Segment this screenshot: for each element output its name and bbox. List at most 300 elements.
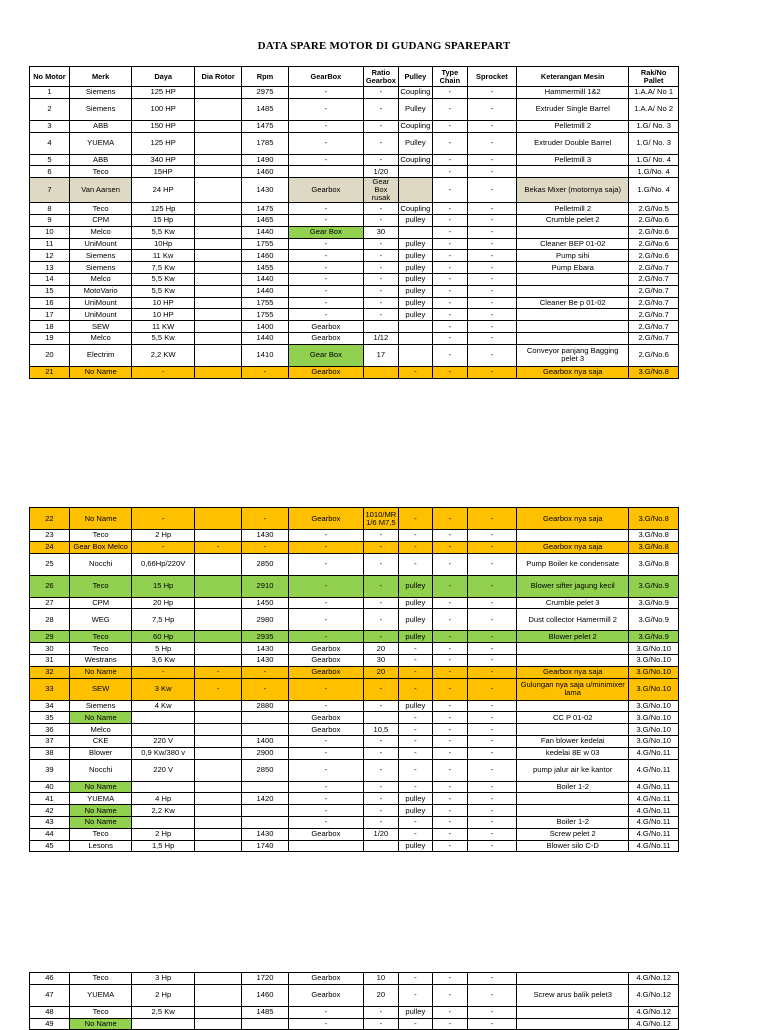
table-cell: 3,6 Kw xyxy=(132,654,195,666)
table-cell: 2.G/No.7 xyxy=(629,332,679,344)
table-cell: - xyxy=(132,666,195,678)
table-cell: 2900 xyxy=(242,747,288,759)
table-cell: - xyxy=(467,597,517,609)
table-cell: 2.G/No.6 xyxy=(629,214,679,226)
table-cell: Teco xyxy=(69,530,132,542)
table-cell: 15HP xyxy=(132,166,195,178)
table-cell: SEW xyxy=(69,321,132,333)
table-cell: - xyxy=(467,735,517,747)
table-cell: - xyxy=(433,654,467,666)
table-cell: YUEMA xyxy=(69,132,132,154)
table-cell: - xyxy=(433,120,467,132)
table-cell: - xyxy=(433,226,467,238)
table-cell: 15 Hp xyxy=(132,575,195,597)
table-cell: 1430 xyxy=(242,828,288,840)
table-cell xyxy=(132,816,195,828)
table-cell: Gearbox xyxy=(288,321,363,333)
table-cell: 1.G/ No. 3 xyxy=(629,132,679,154)
table-cell: - xyxy=(467,309,517,321)
table-cell: - xyxy=(288,678,363,700)
table-cell: - xyxy=(364,805,398,817)
table-cell: 2.G/No.5 xyxy=(629,203,679,215)
table-cell: - xyxy=(433,297,467,309)
table-cell: Siemens xyxy=(69,262,132,274)
table-cell xyxy=(288,166,363,178)
table-cell: 45 xyxy=(30,840,70,852)
table-cell: 2850 xyxy=(242,759,288,781)
table-cell xyxy=(194,631,241,643)
table-cell: - xyxy=(364,1006,398,1018)
table-cell: 7,5 Kw xyxy=(132,262,195,274)
table-cell: pulley xyxy=(398,700,432,712)
table-cell: 10 xyxy=(30,226,70,238)
table-cell: 3.G/No.10 xyxy=(629,700,679,712)
table-cell xyxy=(194,166,241,178)
table-cell: - xyxy=(288,98,363,120)
table-cell: - xyxy=(467,132,517,154)
table-cell: 36 xyxy=(30,724,70,736)
table-cell: 5,5 Kw xyxy=(132,285,195,297)
table-cell: - xyxy=(288,816,363,828)
table-cell: 1475 xyxy=(242,120,288,132)
table-cell: 1440 xyxy=(242,273,288,285)
table-cell: Nocchi xyxy=(69,553,132,575)
table-cell: 3.G/No.8 xyxy=(629,530,679,542)
table-cell xyxy=(517,973,629,985)
table-cell: 2 Hp xyxy=(132,530,195,542)
table-cell: - xyxy=(288,575,363,597)
table-cell: 30 xyxy=(364,654,398,666)
table-cell: 39 xyxy=(30,759,70,781)
table-cell: Teco xyxy=(69,1006,132,1018)
table-cell: - xyxy=(364,1018,398,1030)
table-cell: - xyxy=(433,530,467,542)
table-cell xyxy=(132,724,195,736)
table-cell: - xyxy=(398,530,432,542)
table-cell: 1720 xyxy=(242,973,288,985)
table-cell xyxy=(517,1006,629,1018)
table-cell: 125 HP xyxy=(132,132,195,154)
table-cell xyxy=(517,285,629,297)
table-cell: - xyxy=(398,366,432,378)
table-cell: - xyxy=(364,747,398,759)
table-cell: pulley xyxy=(398,273,432,285)
table-cell xyxy=(194,793,241,805)
table-cell: - xyxy=(288,597,363,609)
table-cell xyxy=(132,781,195,793)
table-cell: - xyxy=(467,203,517,215)
table-cell: - xyxy=(242,541,288,553)
table-cell: Siemens xyxy=(69,250,132,262)
table-row xyxy=(30,203,679,215)
table-cell: 28 xyxy=(30,609,70,631)
table-cell: - xyxy=(467,226,517,238)
table-row xyxy=(30,700,679,712)
table-cell: CKE xyxy=(69,735,132,747)
table-cell: - xyxy=(242,678,288,700)
table-cell: 2 Hp xyxy=(132,828,195,840)
table-cell: - xyxy=(467,747,517,759)
table-cell: - xyxy=(132,541,195,553)
table-cell: - xyxy=(433,643,467,655)
table-cell: 1460 xyxy=(242,250,288,262)
table-cell: 1,5 Hp xyxy=(132,840,195,852)
table-cell: Gearbox xyxy=(288,508,363,530)
table-cell: - xyxy=(433,575,467,597)
table-cell xyxy=(194,643,241,655)
table-cell: kedelai 8E w 03 xyxy=(517,747,629,759)
table-cell: - xyxy=(433,553,467,575)
table-cell: Siemens xyxy=(69,700,132,712)
table-cell: 9 xyxy=(30,214,70,226)
table-cell: 1420 xyxy=(242,793,288,805)
table-cell: 220 V xyxy=(132,759,195,781)
table-cell: - xyxy=(433,250,467,262)
table-cell: - xyxy=(467,759,517,781)
table-cell: - xyxy=(288,805,363,817)
table-cell: - xyxy=(364,816,398,828)
table-cell: - xyxy=(398,759,432,781)
table-cell: 10 HP xyxy=(132,297,195,309)
table-cell: No Name xyxy=(69,666,132,678)
table-cell: Blower sifter jagung kecil xyxy=(517,575,629,597)
table-cell xyxy=(398,332,432,344)
table-cell: 3.G/No.10 xyxy=(629,712,679,724)
table-row xyxy=(30,597,679,609)
table-cell: - xyxy=(194,666,241,678)
table-cell: - xyxy=(467,840,517,852)
table-cell: 5,5 Kw xyxy=(132,226,195,238)
table-cell: 46 xyxy=(30,973,70,985)
table-cell: - xyxy=(467,214,517,226)
table-cell xyxy=(517,805,629,817)
table-row xyxy=(30,1006,679,1018)
table-cell: 1755 xyxy=(242,238,288,250)
table-row xyxy=(30,781,679,793)
table-cell xyxy=(194,98,241,120)
table-cell: 0,66Hp/220V xyxy=(132,553,195,575)
table-cell: Fan blower kedelai xyxy=(517,735,629,747)
table-cell: - xyxy=(467,654,517,666)
table-cell: Pelletmill 3 xyxy=(517,154,629,166)
table-cell: - xyxy=(364,631,398,643)
table-cell: 15 Hp xyxy=(132,214,195,226)
table-cell: - xyxy=(433,203,467,215)
table-cell: - xyxy=(288,87,363,99)
table-cell: - xyxy=(433,262,467,274)
table-cell xyxy=(194,654,241,666)
table-cell: - xyxy=(364,154,398,166)
column-header: Dia Rotor xyxy=(194,67,241,87)
table-cell: - xyxy=(433,132,467,154)
table-cell: Coupling xyxy=(398,203,432,215)
table-cell: UniMount xyxy=(69,297,132,309)
table-row xyxy=(30,297,679,309)
table-cell: 4.G/No.11 xyxy=(629,759,679,781)
table-cell: 47 xyxy=(30,984,70,1006)
table-cell: - xyxy=(433,344,467,366)
table-cell: 1440 xyxy=(242,285,288,297)
table-cell: 15 xyxy=(30,285,70,297)
table-cell: 4.G/No.11 xyxy=(629,816,679,828)
table-cell: - xyxy=(398,541,432,553)
table-row xyxy=(30,712,679,724)
table-cell: 1755 xyxy=(242,297,288,309)
column-header: Merk xyxy=(69,67,132,87)
table-cell: Gearbox xyxy=(288,332,363,344)
table-cell: 27 xyxy=(30,597,70,609)
table-cell: 1400 xyxy=(242,735,288,747)
table-cell xyxy=(194,250,241,262)
table-cell: 4 Hp xyxy=(132,793,195,805)
table-cell: 4.G/No.11 xyxy=(629,781,679,793)
table-cell: 1010/MR 1/6 M7,5 xyxy=(364,508,398,530)
table-cell: - xyxy=(467,724,517,736)
table-cell: 4.G/No.12 xyxy=(629,1018,679,1030)
table-cell: 2.G/No.7 xyxy=(629,309,679,321)
table-cell: 60 Hp xyxy=(132,631,195,643)
table-cell xyxy=(194,816,241,828)
table-cell: Gear Box rusak xyxy=(364,178,398,203)
table-cell: 2,2 KW xyxy=(132,344,195,366)
table-cell xyxy=(194,332,241,344)
page-title: DATA SPARE MOTOR DI GUDANG SPAREPART xyxy=(257,40,511,52)
table-cell: pulley xyxy=(398,609,432,631)
table-cell: 7 xyxy=(30,178,70,203)
table-cell: - xyxy=(467,250,517,262)
table-cell: 43 xyxy=(30,816,70,828)
table-cell xyxy=(517,643,629,655)
table-cell: - xyxy=(398,781,432,793)
table-cell: - xyxy=(467,553,517,575)
table-cell: 12 xyxy=(30,250,70,262)
table-cell: - xyxy=(194,541,241,553)
table-cell: - xyxy=(433,781,467,793)
table-cell: pulley xyxy=(398,285,432,297)
table-cell: - xyxy=(398,712,432,724)
table-cell: 44 xyxy=(30,828,70,840)
table-cell: - xyxy=(433,747,467,759)
table-cell: - xyxy=(467,575,517,597)
table-cell: - xyxy=(364,793,398,805)
table-cell: 2980 xyxy=(242,609,288,631)
table-cell: - xyxy=(467,609,517,631)
table-cell: - xyxy=(364,120,398,132)
table-cell: Gearbox xyxy=(288,654,363,666)
table-cell: Gearbox xyxy=(288,984,363,1006)
table-row xyxy=(30,321,679,333)
table-cell: 8 xyxy=(30,203,70,215)
table-cell: - xyxy=(433,154,467,166)
table-cell: 4.G/No.12 xyxy=(629,973,679,985)
table-cell: - xyxy=(288,132,363,154)
table-cell: - xyxy=(364,759,398,781)
table-cell: - xyxy=(288,700,363,712)
table-cell xyxy=(517,530,629,542)
table-cell: - xyxy=(364,262,398,274)
table-cell: 3.G/No.10 xyxy=(629,724,679,736)
table-cell xyxy=(242,805,288,817)
table-cell: - xyxy=(433,98,467,120)
table-cell xyxy=(194,214,241,226)
table-cell xyxy=(194,781,241,793)
table-cell: 20 Hp xyxy=(132,597,195,609)
table-cell xyxy=(194,575,241,597)
table-cell: - xyxy=(467,666,517,678)
table-cell: 20 xyxy=(364,643,398,655)
table-cell: - xyxy=(433,973,467,985)
table-cell xyxy=(364,840,398,852)
table-cell: 1460 xyxy=(242,166,288,178)
table-cell: 40 xyxy=(30,781,70,793)
table-cell xyxy=(194,297,241,309)
table-cell xyxy=(194,840,241,852)
table-cell: No Name xyxy=(69,366,132,378)
table-row xyxy=(30,226,679,238)
table-cell: - xyxy=(364,87,398,99)
table-cell: - xyxy=(398,816,432,828)
table-cell: - xyxy=(398,747,432,759)
table-cell: 11 xyxy=(30,238,70,250)
table-cell: - xyxy=(467,793,517,805)
table-row xyxy=(30,666,679,678)
table-cell: - xyxy=(467,700,517,712)
table-row xyxy=(30,735,679,747)
table-cell xyxy=(194,154,241,166)
table-cell: - xyxy=(364,98,398,120)
table-cell: UniMount xyxy=(69,309,132,321)
column-header: Pulley xyxy=(398,67,432,87)
table-cell: 2910 xyxy=(242,575,288,597)
table-cell: - xyxy=(467,1006,517,1018)
table-cell xyxy=(364,712,398,724)
table-row xyxy=(30,309,679,321)
table-cell: Siemens xyxy=(69,87,132,99)
table-cell xyxy=(194,203,241,215)
table-row xyxy=(30,759,679,781)
table-cell: - xyxy=(433,678,467,700)
table-cell: 1.A.A/ No 2 xyxy=(629,98,679,120)
table-cell: pulley xyxy=(398,597,432,609)
table-cell: 35 xyxy=(30,712,70,724)
table-cell: 340 HP xyxy=(132,154,195,166)
table-row xyxy=(30,973,679,985)
table-cell: - xyxy=(433,309,467,321)
table-cell: 1440 xyxy=(242,332,288,344)
table-cell xyxy=(194,712,241,724)
table-cell: pulley xyxy=(398,631,432,643)
table-cell: 38 xyxy=(30,747,70,759)
motor-table-part-3 xyxy=(29,972,679,1030)
table-row xyxy=(30,214,679,226)
table-cell: 26 xyxy=(30,575,70,597)
table-cell: 30 xyxy=(364,226,398,238)
table-cell: No Name xyxy=(69,1018,132,1030)
table-cell: YUEMA xyxy=(69,984,132,1006)
table-cell: Lesons xyxy=(69,840,132,852)
table-row xyxy=(30,250,679,262)
table-row xyxy=(30,747,679,759)
table-cell: 18 xyxy=(30,321,70,333)
table-cell: Teco xyxy=(69,575,132,597)
table-cell: 29 xyxy=(30,631,70,643)
table-cell: - xyxy=(398,666,432,678)
table-cell: Pulley xyxy=(398,98,432,120)
table-cell: - xyxy=(398,984,432,1006)
table-cell: - xyxy=(364,678,398,700)
table-cell: 1740 xyxy=(242,840,288,852)
table-cell xyxy=(194,366,241,378)
table-cell: 1400 xyxy=(242,321,288,333)
table-cell: Pump Boiler ke condensate xyxy=(517,553,629,575)
table-cell: 3.G/No.8 xyxy=(629,541,679,553)
table-cell: - xyxy=(433,816,467,828)
table-cell: - xyxy=(433,700,467,712)
table-row xyxy=(30,553,679,575)
table-cell: 4.G/No.12 xyxy=(629,1006,679,1018)
table-cell: 1.G/ No. 3 xyxy=(629,120,679,132)
table-cell: - xyxy=(433,332,467,344)
table-cell: Gear Box xyxy=(288,226,363,238)
column-header: Ratio Gearbox xyxy=(364,67,398,87)
table-cell: - xyxy=(433,984,467,1006)
table-cell: 7,5 Hp xyxy=(132,609,195,631)
table-cell: 16 xyxy=(30,297,70,309)
table-cell: - xyxy=(288,154,363,166)
table-cell: Bekas Mixer (motornya saja) xyxy=(517,178,629,203)
table-cell: 5,5 Kw xyxy=(132,332,195,344)
table-cell: 30 xyxy=(30,643,70,655)
table-cell: Dust collector Hamermill 2 xyxy=(517,609,629,631)
table-cell: 220 V xyxy=(132,735,195,747)
table-cell xyxy=(398,178,432,203)
table-cell: - xyxy=(398,724,432,736)
table-cell: 3.G/No.9 xyxy=(629,597,679,609)
table-cell: Melco xyxy=(69,273,132,285)
table-cell: 5,5 Kw xyxy=(132,273,195,285)
table-cell: Hammermill 1&2 xyxy=(517,87,629,99)
table-cell xyxy=(194,805,241,817)
table-cell xyxy=(364,366,398,378)
table-cell: 4 Kw xyxy=(132,700,195,712)
table-cell: - xyxy=(467,984,517,1006)
motor-table-part-1 xyxy=(29,66,679,379)
table-cell: - xyxy=(467,781,517,793)
table-cell: - xyxy=(467,297,517,309)
table-cell xyxy=(517,793,629,805)
table-cell: 31 xyxy=(30,654,70,666)
table-cell xyxy=(194,273,241,285)
table-cell xyxy=(517,321,629,333)
table-cell: CPM xyxy=(69,597,132,609)
table-cell: 41 xyxy=(30,793,70,805)
table-cell: Boiler 1-2 xyxy=(517,816,629,828)
table-cell xyxy=(194,132,241,154)
table-cell: - xyxy=(467,120,517,132)
column-header: Rpm xyxy=(242,67,288,87)
table-cell: 2935 xyxy=(242,631,288,643)
table-cell: 2850 xyxy=(242,553,288,575)
table-cell: 4.G/No.12 xyxy=(629,984,679,1006)
table-cell: 2.G/No.6 xyxy=(629,226,679,238)
table-cell: - xyxy=(467,643,517,655)
table-row xyxy=(30,366,679,378)
table-cell: 1755 xyxy=(242,309,288,321)
table-cell: - xyxy=(288,781,363,793)
table-cell: CPM xyxy=(69,214,132,226)
table-cell: - xyxy=(288,250,363,262)
table-cell: Siemens xyxy=(69,98,132,120)
